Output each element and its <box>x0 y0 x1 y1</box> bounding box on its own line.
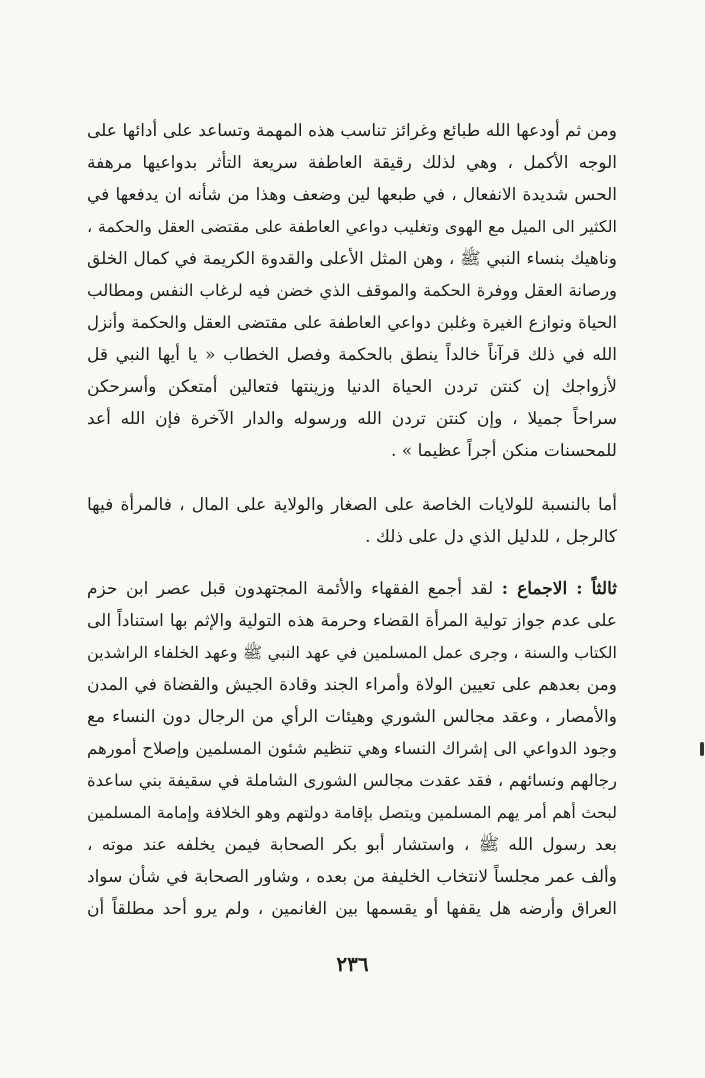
text-line: الكتاب والسنة ، وجرى عمل المسلمين في عهد النبي ﷺ وعهد الخلفاء الراشدين <box>87 643 617 662</box>
text-line: سراحاً جميلا ، وإن كنتن تردن الله ورسوله والدار الآخرة فإن الله أعد <box>87 409 617 429</box>
text-line: وناهيك بنساء النبي ﷺ ، وهن المثل الأعلى والقدوة الكريمة في كمال الخلق <box>87 249 617 269</box>
text-line: الكثير الى الميل مع الهوى وتغليب دواعي العاطفة على مقتضى العقل والحكمة ، <box>87 217 617 236</box>
margin-mark <box>700 742 704 756</box>
page-number: ٢٣٦ <box>336 952 369 976</box>
text-line: الحس شديدة الانفعال ، في طبعها لين وضعف وهذا من شأنه ان يدفعها في <box>87 185 617 205</box>
text-line: لبحث أهم أمر يهم المسلمين ويتصل بإقامة دولتهم وهو الخلافة وإمامة المسلمين <box>87 803 617 822</box>
text-line: الحياة ونوازع الغيرة وغلبن دواعي العاطفة على مقتضى العقل والحكمة وأنزل <box>87 313 617 332</box>
text-line: أما بالنسبة للولايات الخاصة على الصغار والولاية على المال ، فالمرأة فيها <box>87 495 617 515</box>
text-line: ورصانة العقل ووفرة الحكمة والموقف الذي خضن فيه لرغاب النفس ومطالب <box>87 281 617 300</box>
text-line: لأزواجك إن كنتن تردن الحياة الدنيا وزينتها فتعالين أمتعكن وأسرحكن <box>87 377 617 397</box>
text-line: وألف عمر مجلساً لانتخاب الخليفة من بعده ، وشاور الصحابة في شأن سواد <box>87 867 617 887</box>
text-line: وجود الدواعي الى إشراك النساء وهي تنظيم شئون المسلمين وإصلاح أمورهم <box>87 739 617 758</box>
text-line: على عدم جواز تولية المرأة القضاء وحرمة هذه التولية والإثم بها استناداً الى <box>87 611 617 631</box>
text-line: الله في ذلك قرآناً خالداً ينطق بالحكمة وفصل الخطاب « يا أيها النبي قل <box>87 345 617 365</box>
text-line: كالرجل ، للدليل الذي دل على ذلك . <box>365 527 617 547</box>
text-line: الوجه الأكمل ، وهي لذلك رقيقة العاطفة سريعة التأثر بدواعيها مرهفة <box>87 153 617 173</box>
text-line: العراق وأرضه هل يقفها أو يقسمها بين الغانمين ، ولم يرو أحد مطلقاً أن <box>87 899 617 919</box>
text-line-continued: لقد أجمع الفقهاء والأئمة المجتهدون قبل عصر ابن حزم <box>87 579 494 599</box>
text-line: رجالهم ونسائهم ، فقد عقدت مجالس الشورى الشاملة في سقيفة بني ساعدة <box>87 771 617 790</box>
text-line: ومن بعدهم على تعيين الولاة وأمراء الجند وقادة الجيش والقضاة في المدن <box>87 675 617 695</box>
text-line <box>87 576 617 602</box>
section-heading: ثالثاً : الاجماع : <box>501 579 617 599</box>
text-line: ومن ثم أودعها الله طبائع وغرائز تناسب هذه المهمة وتساعد على أدائها على <box>87 121 617 141</box>
text-line: والأمصار ، وعقد مجالس الشوري وهيئات الرأي من الرجال دون النساء مع <box>87 707 617 727</box>
text-line: بعد رسول الله ﷺ ، واستشار أبو بكر الصحابة فيمن يخلفه عند موته ، <box>87 835 617 855</box>
text-line: للمحسنات منكن أجراً عظيما » . <box>390 441 617 461</box>
